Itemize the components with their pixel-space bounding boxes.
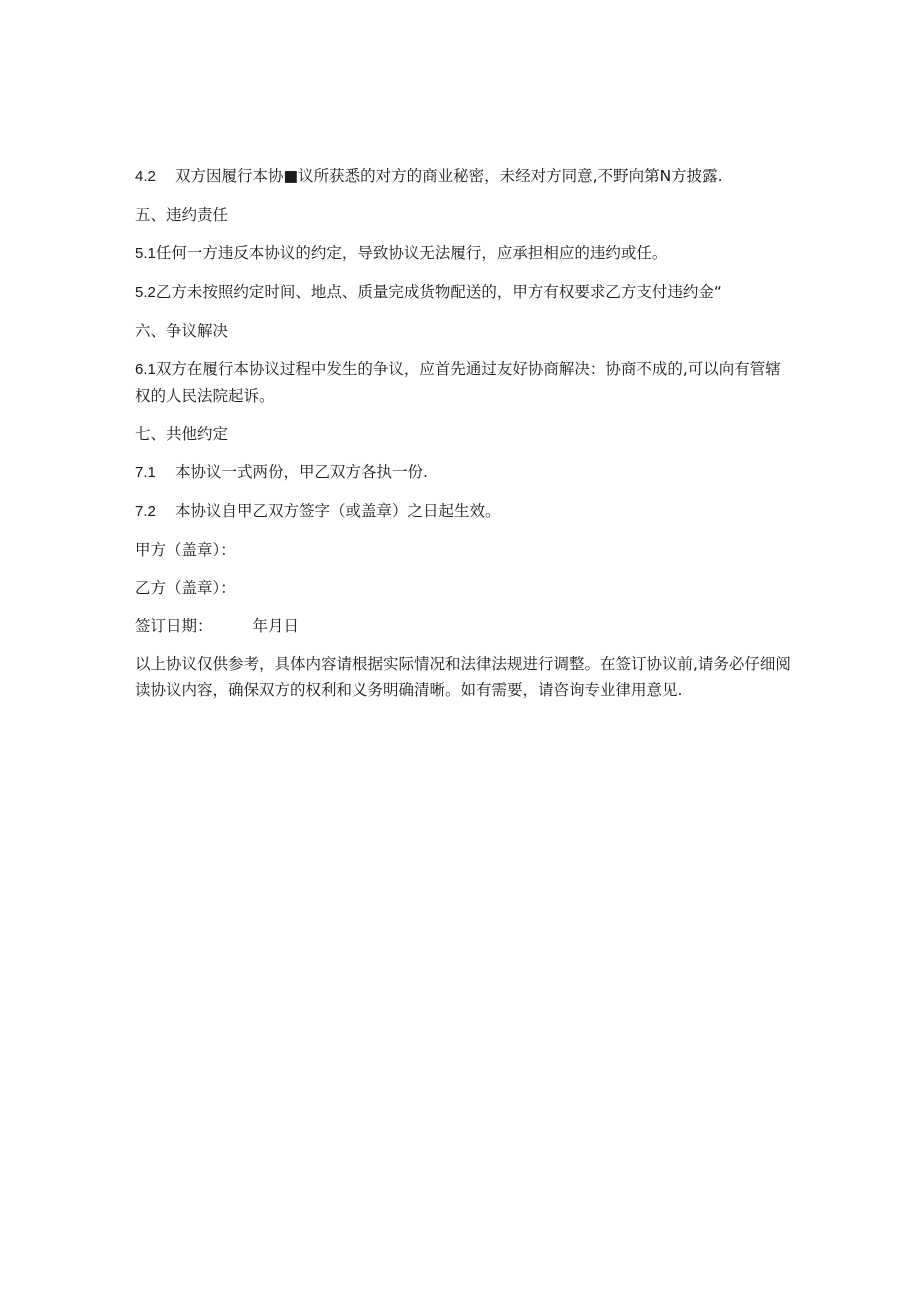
clause-number: 4.2	[135, 168, 156, 185]
clause-7-2	[135, 498, 795, 525]
sign-date-label: 签订日期：	[135, 617, 213, 635]
disclaimer: 以上协议仅供参考，具体内容请根据实际情况和法律法规进行调整。在签订协议前,请务必仔细阅读协议内容，确保双方的权利和义务明确清晰。如有需要，请咨询专业律用意见.	[135, 655, 791, 699]
clause-6-1	[135, 356, 795, 409]
document-body	[135, 163, 795, 715]
section-heading-7: 七、共他约定	[135, 425, 229, 443]
sign-date	[135, 613, 795, 639]
clause-text: 任何一方违反本协议的约定，导致协议无法履行，应承担相应的违约或任。	[155, 244, 668, 262]
section-heading-5: 五、违约责任	[135, 206, 229, 224]
clause-7-1	[135, 459, 795, 486]
clause-number: 5.2	[135, 284, 156, 301]
clause-text: 本协议一式两份，甲乙双方各执一份.	[175, 463, 428, 481]
clause-5-2	[135, 279, 795, 306]
clause-text: 乙方未按照约定时间、地点、质量完成货物配送的，甲方有权要求乙方支付违约金“	[155, 283, 722, 301]
section-heading-6: 六、争议解决	[135, 322, 229, 340]
clause-number: 5.1	[135, 245, 156, 262]
clause-5-1	[135, 240, 795, 267]
sign-date-value: 年月日	[252, 617, 300, 635]
clause-text: 本协议自甲乙双方签字（或盖章）之日起生效。	[175, 502, 501, 520]
clause-text: 双方在履行本协议过程中发生的争议，应首先通过友好协商解决：协商不成的,可以向有管辖权的人民法院起诉。	[135, 360, 781, 405]
clause-number: 7.1	[135, 464, 156, 481]
party-b-signature: 乙方（盖章）：	[135, 579, 236, 597]
clause-text: 双方因履行本协■议所获悉的对方的商业秘密，未经对方同意,不野向第N方披露.	[175, 167, 723, 185]
clause-4-2	[135, 163, 795, 190]
clause-number: 6.1	[135, 361, 156, 378]
party-a-signature: 甲方（盖章）：	[135, 541, 236, 559]
clause-number: 7.2	[135, 503, 156, 520]
